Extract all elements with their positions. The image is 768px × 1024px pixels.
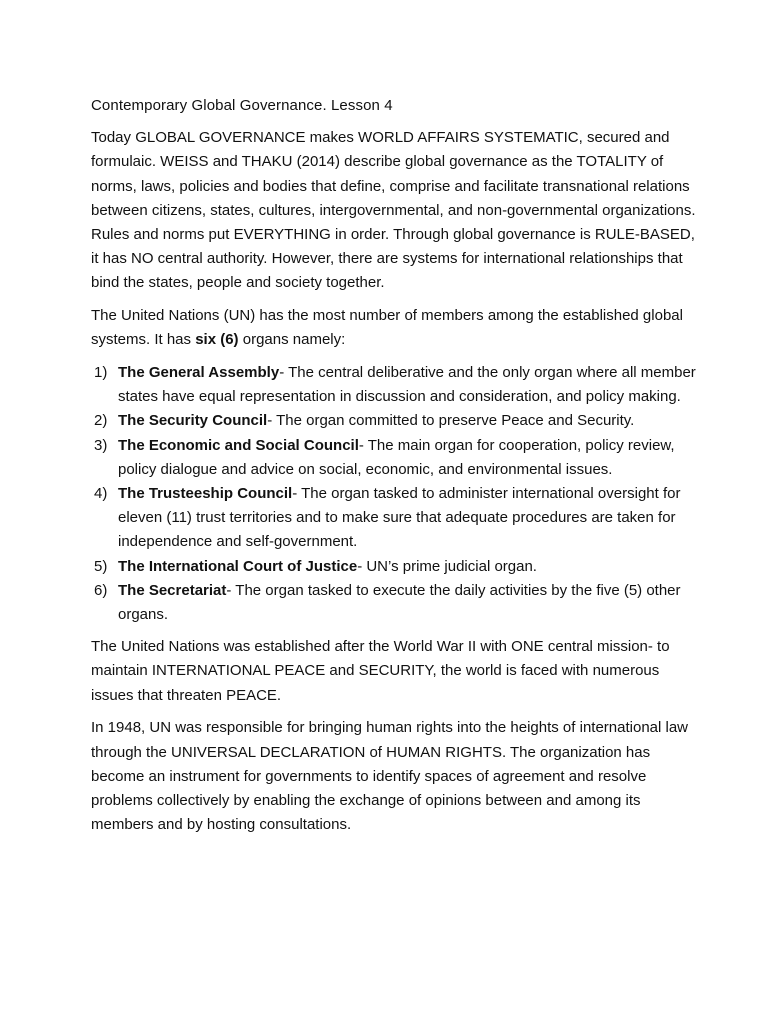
human-rights-paragraph: In 1948, UN was responsible for bringing human rights into the heights of international law through the UNIVERSAL DECLARATION of HUMAN RIGHTS. The organization has become an instrument for governments to identify spaces of agreement and resolve problems collectively by enabling the exchange of opinions between and among its members and by hosting consultations. [91, 719, 689, 834]
organ-name: The Economic and Social Council [118, 436, 359, 454]
intro-paragraph: Today GLOBAL GOVERNANCE makes WORLD AFFAIRS SYSTEMATIC, secured and formulaic. WEISS and THAKU (2014) describe global governance as the TOTALITY of norms, laws, policies and bodies that define, comprise and facilitate transnational relations between citizens, states, cultures, intergovernmental, and non-governmental organizations. Rules and norms put EVERYTHING in order. Through global governance is RULE-BASED, it has NO central authority. However, there are systems for international relationships that bind the states, people and society together. [91, 129, 696, 292]
organ-count: six (6) [195, 331, 239, 349]
un-mission-paragraph: The United Nations was established after the World War II with ONE central mission- to maintain INTERNATIONAL PEACE and SECURITY, the world is faced with numerous issues that threaten PEACE. [91, 638, 670, 704]
organ-description: - The central deliberative and the only organ where all member states have equal representation in discussion and consideration, and policy making. [118, 364, 696, 406]
un-organs-intro-text: The United Nations (UN) has the most number of members among the established global systems. It has [91, 307, 683, 349]
organ-name: The Security Council [118, 412, 268, 430]
organ-name: The Secretariat [118, 581, 227, 599]
un-organs-intro-tail: organs namely: [238, 331, 346, 349]
organ-description: - The organ committed to preserve Peace and Security. [267, 412, 635, 430]
organ-name: The Trusteeship Council [118, 485, 293, 503]
list-item-number: 4) [94, 485, 108, 503]
list-item [91, 361, 698, 409]
organ-name: The General Assembly [118, 364, 280, 382]
list-item-number: 6) [94, 581, 108, 599]
organ-name: The International Court of Justice [118, 557, 358, 575]
list-item [91, 409, 698, 433]
organ-description: - The organ tasked to administer international oversight for eleven (11) trust territories and to make sure that adequate procedures are taken for independence and self-government. [118, 485, 681, 551]
list-item-number: 5) [94, 557, 108, 575]
list-item [91, 482, 698, 555]
organs-list [91, 361, 698, 627]
organ-description: - The organ tasked to execute the daily activities by the five (5) other organs. [118, 581, 681, 624]
list-item-number: 2) [94, 412, 108, 430]
organ-description: - The main organ for cooperation, policy review, policy dialogue and advice on social, economic, and environmental issues. [118, 436, 675, 478]
organ-description: - UN’s prime judicial organ. [357, 557, 537, 575]
list-item [91, 579, 698, 627]
list-item [91, 434, 698, 482]
list-item-number: 3) [94, 436, 108, 454]
un-organs-intro-paragraph [91, 304, 698, 352]
list-item [91, 555, 698, 579]
list-item-number: 1) [94, 364, 108, 382]
document-title: Contemporary Global Governance. Lesson 4 [91, 97, 393, 114]
